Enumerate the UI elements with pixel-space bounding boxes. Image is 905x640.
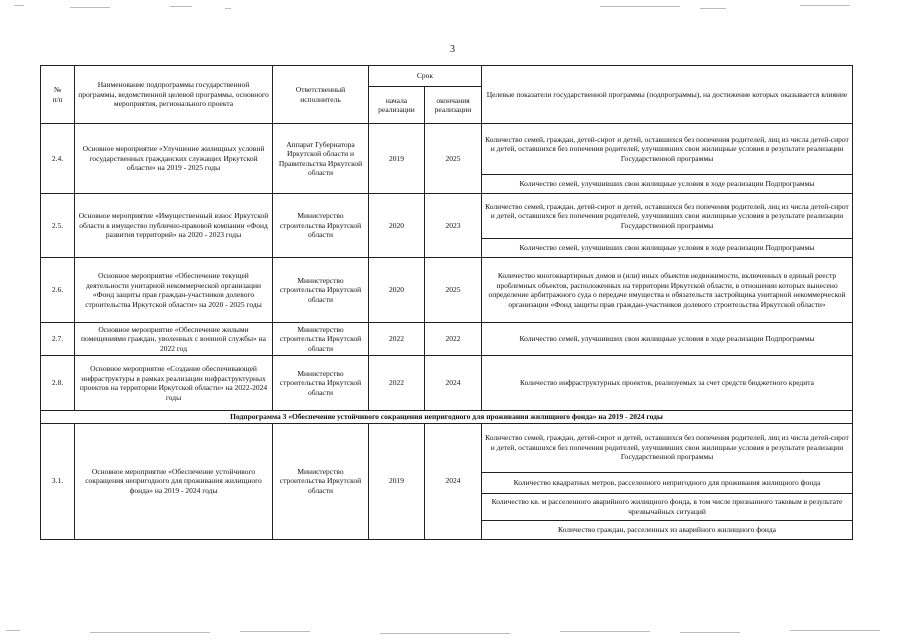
- scan-noise-bottom: [0, 626, 905, 640]
- header-end: окончания реализации: [425, 87, 482, 124]
- row-name: Основное мероприятие «Улучшение жилищных условий государственных гражданских служащих Иркутской области» на 2019 - 2025 годы: [75, 124, 273, 194]
- row-end: 2025: [425, 258, 482, 323]
- row-end: 2025: [425, 124, 482, 194]
- page-number: 3: [450, 44, 455, 55]
- row-end: 2024: [425, 423, 482, 539]
- section-title: Подпрограмма 3 «Обеспечение устойчивого сокращения непригодного для проживания жилищного фонда» на 2019 - 2024 годы: [41, 411, 853, 424]
- table-row: [41, 124, 853, 175]
- row-target: Количество семей, улучшивших свои жилищные условия в ходе реализации Подпрограммы: [482, 175, 853, 194]
- row-num: 3.1.: [41, 423, 75, 539]
- row-num: 2.5.: [41, 194, 75, 258]
- row-name: Основное мероприятие «Обеспечение жилыми помещениями граждан, уволенных с военной службы» на 2022 год: [75, 323, 273, 356]
- row-num: 2.8.: [41, 356, 75, 411]
- row-responsible: Министерство строительства Иркутской области: [273, 423, 369, 539]
- row-target: Количество квадратных метров, расселенного непригодного для проживания жилищного фонда: [482, 472, 853, 493]
- header-num: № п/п: [41, 66, 75, 124]
- scan-noise-top: [0, 2, 905, 16]
- row-responsible: Министерство строительства Иркутской области: [273, 258, 369, 323]
- table-header-row: [41, 66, 853, 87]
- section-row: [41, 411, 853, 424]
- row-start: 2020: [369, 194, 425, 258]
- row-responsible: Министерство строительства Иркутской области: [273, 194, 369, 258]
- row-start: 2020: [369, 258, 425, 323]
- row-end: 2024: [425, 356, 482, 411]
- table-row: [41, 323, 853, 356]
- row-target: Количество граждан, расселенных из аварийного жилищного фонда: [482, 520, 853, 539]
- measures-table: [40, 65, 853, 540]
- row-start: 2019: [369, 423, 425, 539]
- row-num: 2.4.: [41, 124, 75, 194]
- row-start: 2019: [369, 124, 425, 194]
- header-start: начала реализации: [369, 87, 425, 124]
- header-name: Наименование подпрограммы государственной программы, ведомственной целевой программы, основного мероприятия, регионального проекта: [75, 66, 273, 124]
- row-name: Основное мероприятие «Обеспечение устойчивого сокращения непригодного для проживания жилищного фонда» на 2019 - 2024 годы: [75, 423, 273, 539]
- row-target: Количество семей, улучшивших свои жилищные условия в ходе реализации Подпрограммы: [482, 323, 853, 356]
- table-row: [41, 423, 853, 472]
- row-target: Количество семей, улучшивших свои жилищные условия в ходе реализации Подпрограммы: [482, 239, 853, 258]
- table-row: [41, 194, 853, 239]
- table-row: [41, 356, 853, 411]
- row-end: 2022: [425, 323, 482, 356]
- row-responsible: Министерство строительства Иркутской области: [273, 356, 369, 411]
- header-term: Срок: [369, 66, 482, 87]
- row-target: Количество семей, граждан, детей-сирот и детей, оставшихся без попечения родителей, лиц из числа детей-сирот и детей, оставшихся без попечения родителей, улучшивших свои жилищные условия в результате реализации Государственной программы: [482, 423, 853, 472]
- row-name: Основное мероприятие «Создание обеспечивающей инфраструктуры в рамках реализации инфраструктурных проектов на территории Иркутской области» на 2022-2024 годы: [75, 356, 273, 411]
- row-name: Основное мероприятие «Имущественный взнос Иркутской области в имущество публично-правовой компании «Фонд развития территорий» на 2020 - 2023 годы: [75, 194, 273, 258]
- row-target: Количество семей, граждан, детей-сирот и детей, оставшихся без попечения родителей, лиц из числа детей-сирот и детей, оставшихся без попечения родителей, улучшивших свои жилищные условия в результате реализации Государственной программы: [482, 194, 853, 239]
- row-num: 2.6.: [41, 258, 75, 323]
- row-target: Количество инфраструктурных проектов, реализуемых за счет средств бюджетного кредита: [482, 356, 853, 411]
- table-row: [41, 258, 853, 323]
- row-start: 2022: [369, 323, 425, 356]
- row-target: Количество кв. м расселенного аварийного жилищного фонда, в том числе признанного таковым в результате чрезвычайных ситуаций: [482, 493, 853, 520]
- row-end: 2023: [425, 194, 482, 258]
- row-name: Основное мероприятие «Обеспечение текущей деятельности унитарной некоммерческой организации «Фонд защиты прав граждан-участников долевого строительства Иркутской области» на 2020 - 2025 годы: [75, 258, 273, 323]
- row-target: Количество многоквартирных домов и (или) иных объектов недвижимости, включенных в единый реестр проблемных объектов, расположенных на территории Иркутской области, в отношении которых вынесено определение арбитражного суда о передаче имущества и обязательств застройщика унитарной некоммерческой организации «Фонд защиты прав граждан-участников долевого строительства Иркутской области»: [482, 258, 853, 323]
- row-num: 2.7.: [41, 323, 75, 356]
- header-responsible: Ответственный исполнитель: [273, 66, 369, 124]
- row-start: 2022: [369, 356, 425, 411]
- header-targets: Целевые показатели государственной программы (подпрограммы), на достижение которых оказывается влияние: [482, 66, 853, 124]
- row-responsible: Министерство строительства Иркутской области: [273, 323, 369, 356]
- row-responsible: Аппарат Губернатора Иркутской области и Правительства Иркутской области: [273, 124, 369, 194]
- row-target: Количество семей, граждан, детей-сирот и детей, оставшихся без попечения родителей, лиц из числа детей-сирот и детей, оставшихся без попечения родителей, улучшивших свои жилищные условия в результате реализации Государственной программы: [482, 124, 853, 175]
